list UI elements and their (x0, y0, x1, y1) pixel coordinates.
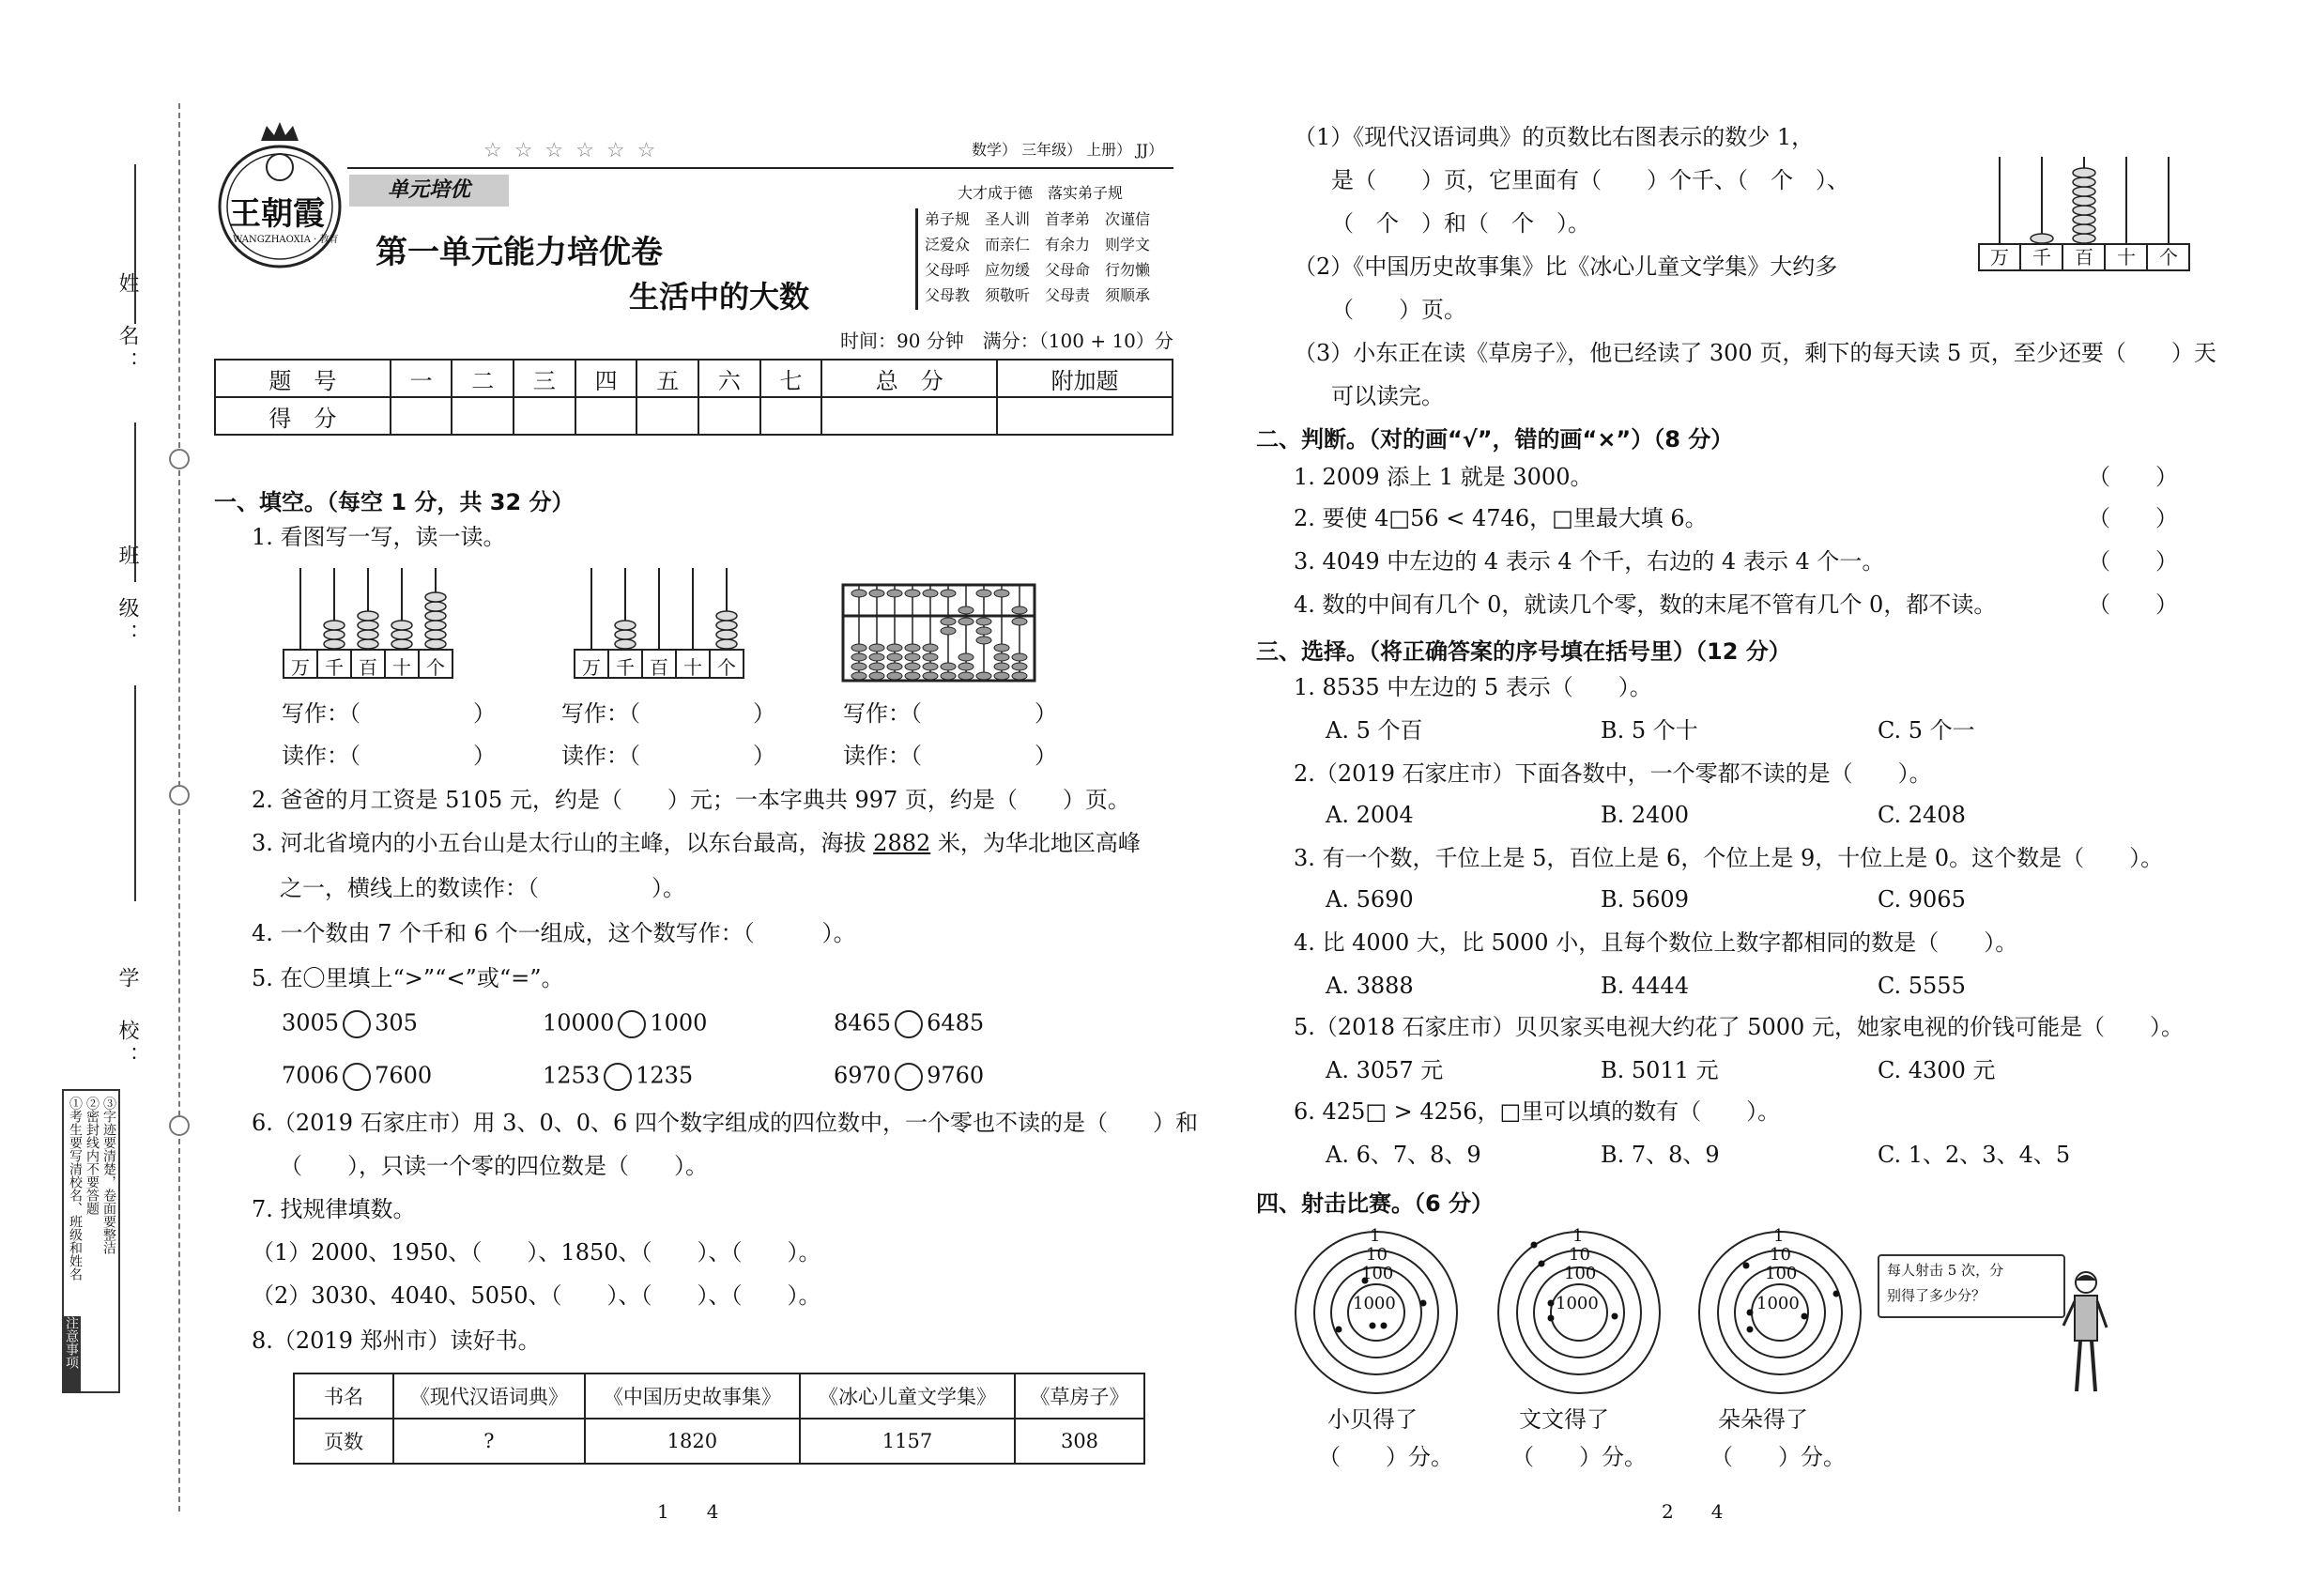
q8-sub-1: （1）《现代汉语词典》的页数比右图表示的数少 1， (1294, 124, 1815, 150)
target-ring-label: 10 (1569, 1245, 1590, 1265)
choice-option-a[interactable]: A. 5 个百 (1326, 717, 1423, 744)
q8-sub-1-line3: （ 个 ）和（ 个 ）。 (1331, 210, 1590, 237)
compare-item (834, 1010, 984, 1038)
books-pages-row (294, 1419, 1144, 1464)
judge-item: 1. 2009 添上 1 就是 3000。 (1294, 464, 1593, 490)
section-4-title: 四、射击比赛。（6 分） (1256, 1190, 1495, 1217)
speech-line: 每人射击 5 次，分 (1887, 1262, 2004, 1279)
speech-bubble (1878, 1254, 2065, 1318)
choice-option-c[interactable]: C. 2408 (1878, 802, 1966, 828)
q3-part-b: 米，为华北地区高峰 (937, 830, 1141, 856)
hole-mark (169, 785, 190, 806)
q7-sub-2: （2）3030、4040、5050、（ ）、（ ）、（ ）。 (252, 1282, 821, 1309)
abacus-label: 十 (2117, 246, 2136, 269)
brand-name: 王朝霞 (229, 195, 325, 233)
q1-text: 1. 看图写一写，读一读。 (252, 524, 506, 550)
compare-left: 6970 (834, 1062, 892, 1089)
brand-logo (214, 120, 345, 280)
suanpan-abacus (840, 582, 1037, 683)
read-answer[interactable]: 读作：（ ） (282, 743, 496, 769)
score-cell: 六 (698, 360, 760, 397)
target-ring-label: 100 (1564, 1264, 1597, 1283)
abacus-label: 千 (2032, 246, 2051, 269)
choice-question: 5.（2018 石家庄市）贝贝家买电视大约花了 5000 元，她家电视的价钱可能是（ ）。 (1294, 1014, 2184, 1040)
score-answer[interactable]: （ ）分。 (1511, 1444, 1647, 1470)
notice-1: ①考生要写清校名、班级和姓名 (68, 1097, 83, 1281)
books-cell: 《冰心儿童文学集》 (800, 1373, 1015, 1419)
compare-right: 7600 (375, 1062, 433, 1089)
score-cell: 三 (514, 360, 575, 397)
rule-line: 弟子规 圣人训 首孝弟 次谨信 (925, 210, 1151, 228)
choice-option-b[interactable]: B. 5011 元 (1601, 1057, 1719, 1083)
motto: 大才成于德 落实弟子规 (958, 184, 1124, 202)
compare-item (543, 1063, 693, 1091)
judge-answer[interactable]: （ ） (2088, 505, 2178, 531)
books-cell: 《中国历史故事集》 (585, 1373, 800, 1419)
binding-line (178, 103, 180, 1512)
choice-question: 4. 比 4000 大，比 5000 小，且每个数位上数字都相同的数是（ ）。 (1294, 929, 2018, 956)
exam-meta: 数学） 三年级） 上册） JJ） (972, 141, 1164, 159)
judge-item: 3. 4049 中左边的 4 表示 4 个千，右边的 4 表示 4 个一。 (1294, 548, 1885, 575)
compare-item (834, 1063, 984, 1091)
abacus-label: 万 (582, 656, 601, 679)
score-name: 小贝得了 (1327, 1406, 1418, 1433)
choice-option-a[interactable]: A. 3057 元 (1326, 1057, 1444, 1083)
compare-circle[interactable] (343, 1010, 371, 1038)
choice-option-b[interactable]: B. 5609 (1601, 886, 1689, 913)
q8-sub-3: （3）小东正在读《草房子》，他已经读了 300 页，剩下的每天读 5 页，至少还要（ ）天 (1294, 340, 2216, 366)
target-ring-label: 1000 (1556, 1294, 1599, 1313)
compare-item (282, 1063, 432, 1091)
abacus-label: 千 (325, 656, 344, 679)
compare-left: 3005 (282, 1009, 340, 1036)
choice-option-c[interactable]: C. 1、2、3、4、5 (1878, 1142, 2071, 1168)
target-ring-label: 1 (1572, 1226, 1584, 1246)
notice-box (62, 1089, 120, 1393)
q3-number: 2882 (873, 830, 931, 856)
q3-text-cont: 之一，横线上的数读作：（ ）。 (280, 875, 685, 901)
choice-question: 2.（2019 石家庄市）下面各数中，一个零都不读的是（ ）。 (1294, 760, 1932, 787)
hole-mark (169, 449, 190, 469)
judge-item: 2. 要使 4□56 < 4746，□里最大填 6。 (1294, 505, 1708, 531)
abacus-label: 十 (392, 656, 411, 679)
score-input[interactable] (636, 397, 698, 435)
q8-sub-2: （2）《中国历史故事集》比《冰心儿童文学集》大约多 (1294, 253, 1838, 280)
target-ring-label: 10 (1770, 1245, 1791, 1265)
target-ring-label: 1000 (1353, 1294, 1396, 1313)
compare-item (282, 1010, 418, 1038)
score-cell: 附加题 (997, 360, 1173, 397)
q6-text-cont: （ ），只读一个零的四位数是（ ）。 (280, 1153, 708, 1179)
target-ring-label: 1 (1370, 1226, 1381, 1246)
q8-sub-3-line2: 可以读完。 (1331, 383, 1444, 409)
compare-right: 9760 (927, 1062, 985, 1089)
compare-left: 10000 (543, 1009, 615, 1036)
score-input[interactable] (391, 397, 452, 435)
choice-question: 3. 有一个数，千位上是 5，百位上是 6，个位上是 9，十位上是 0。这个数是（ ）。 (1294, 845, 2164, 871)
unit-tag: 单元培优 (349, 175, 509, 207)
compare-circle[interactable] (618, 1010, 646, 1038)
page-number-right: 2 4 (1662, 1500, 1724, 1523)
score-value-row (215, 397, 1173, 435)
choice-option-a[interactable]: A. 6、7、8、9 (1326, 1142, 1481, 1168)
score-answer[interactable]: （ ）分。 (1318, 1444, 1453, 1470)
compare-left: 1253 (543, 1062, 601, 1089)
score-cell: 五 (636, 360, 698, 397)
q2-text: 2. 爸爸的月工资是 5105 元，约是（ ）元；一本字典共 997 页，约是（ ）页。 (252, 787, 1130, 813)
target-ring-label: 100 (1765, 1264, 1798, 1283)
compare-circle[interactable] (604, 1063, 632, 1091)
choice-question: 6. 425□ > 4256，□里可以填的数有（ ）。 (1294, 1098, 1781, 1125)
target-ring-label: 1 (1773, 1226, 1785, 1246)
time-info: 时间：90 分钟 满分：（100 + 10）分 (840, 330, 1173, 352)
books-cell: 书名 (294, 1373, 393, 1419)
books-cell: 1157 (800, 1419, 1015, 1464)
q4-text: 4. 一个数由 7 个千和 6 个一组成，这个数写作：（ ）。 (252, 920, 856, 946)
compare-right: 1000 (650, 1009, 708, 1036)
compare-right: 1235 (636, 1062, 694, 1089)
q3-text (252, 832, 1141, 854)
q5-text: 5. 在〇里填上“>”“<”或“=”。 (252, 965, 564, 991)
score-cell: 四 (575, 360, 637, 397)
score-input[interactable] (514, 397, 575, 435)
abacus-label: 百 (2075, 246, 2093, 269)
q8-text: 8.（2019 郑州市）读好书。 (252, 1327, 541, 1354)
score-input[interactable] (997, 397, 1173, 435)
books-cell: 308 (1015, 1419, 1144, 1464)
target-ring-label: 100 (1361, 1264, 1394, 1283)
choice-option-c[interactable]: C. 5 个一 (1878, 717, 1975, 744)
compare-left: 7006 (282, 1062, 340, 1089)
notice-label: 注意事项 (64, 1316, 81, 1391)
score-cell: 七 (760, 360, 822, 397)
choice-question: 1. 8535 中左边的 5 表示（ ）。 (1294, 674, 1652, 700)
write-answer[interactable]: 写作：（ ） (843, 700, 1057, 727)
choice-option-c[interactable]: C. 9065 (1878, 886, 1966, 913)
choice-option-b[interactable]: B. 4444 (1601, 973, 1689, 999)
choice-option-b[interactable]: B. 7、8、9 (1601, 1142, 1720, 1168)
score-input[interactable] (575, 397, 637, 435)
judge-answer[interactable]: （ ） (2088, 464, 2178, 490)
compare-right: 6485 (927, 1009, 985, 1036)
books-cell: 《草房子》 (1015, 1373, 1144, 1419)
abacus-label: 千 (616, 656, 635, 679)
rating-stars: ☆ ☆ ☆ ☆ ☆ ☆ (483, 139, 659, 162)
notice-3: ③字迹要清楚，卷面要整洁 (101, 1097, 116, 1254)
judge-item: 4. 数的中间有几个 0，就读几个零，数的末尾不管有几个 0，都不读。 (1294, 591, 1997, 618)
score-name: 文文得了 (1519, 1406, 1609, 1433)
hole-mark (169, 1115, 190, 1136)
score-header-row (215, 360, 1173, 397)
rules-bar (915, 208, 918, 310)
abacus-label: 百 (650, 656, 668, 679)
judge-answer[interactable]: （ ） (2088, 591, 2178, 618)
write-answer[interactable]: 写作：（ ） (561, 700, 775, 727)
target-ring-label: 1000 (1756, 1294, 1800, 1313)
compare-circle[interactable] (343, 1063, 371, 1091)
target-ring-label: 10 (1366, 1245, 1388, 1265)
score-input[interactable] (698, 397, 760, 435)
name-label: 姓 名： (115, 272, 139, 377)
choice-option-c[interactable]: C. 5555 (1878, 973, 1966, 999)
abacus-label: 十 (683, 656, 702, 679)
score-cell: 总 分 (821, 360, 997, 397)
score-cell: 得 分 (215, 397, 391, 435)
q8-sub-1-line2: 是（ ）页，它里面有（ ）个千、（ 个 ）、 (1331, 167, 1849, 193)
choice-option-a[interactable]: A. 5690 (1326, 886, 1414, 913)
score-answer[interactable]: （ ）分。 (1710, 1444, 1846, 1470)
score-name: 朵朵得了 (1718, 1406, 1808, 1433)
abacus-label: 万 (291, 656, 310, 679)
q6-text: 6.（2019 石家庄市）用 3、0、0、6 四个数字组成的四位数中，一个零也不读的是（ ）和 (252, 1110, 1198, 1136)
rule-line: 泛爱众 而亲仁 有余力 则学文 (925, 236, 1151, 253)
q3-part-a: 3. 河北省境内的小五台山是太行山的主峰，以东台最高，海拔 (252, 830, 866, 856)
books-header-row (294, 1373, 1144, 1419)
choice-option-b[interactable]: B. 5 个十 (1601, 717, 1698, 744)
page-number-left: 1 4 (657, 1500, 719, 1523)
q7-sub-1: （1）2000、1950、（ ）、1850、（ ）、（ ）。 (252, 1239, 821, 1266)
score-input[interactable] (760, 397, 822, 435)
header-rule (347, 167, 1173, 169)
score-table (214, 359, 1173, 436)
score-cell: 一 (391, 360, 452, 397)
choice-option-a[interactable]: A. 2004 (1326, 802, 1414, 828)
abacus-label: 个 (2159, 246, 2178, 269)
section-3-title: 三、选择。（将正确答案的序号填在括号里）（12 分） (1256, 638, 1791, 665)
abacus-label: 个 (717, 656, 736, 679)
score-input[interactable] (821, 397, 997, 435)
choice-option-c[interactable]: C. 4300 元 (1878, 1057, 1996, 1083)
read-answer[interactable]: 读作：（ ） (843, 743, 1057, 769)
choice-option-a[interactable]: A. 3888 (1326, 973, 1414, 999)
compare-left: 8465 (834, 1009, 892, 1036)
books-cell: ? (393, 1419, 585, 1464)
speech-line: 别得了多少分？ (1887, 1287, 1986, 1304)
teacher-figure-icon (2058, 1269, 2114, 1401)
brand-seal-text: WANGZHAOXIA · 教育 (233, 235, 339, 245)
notice-2: ②密封线内不要答题 (84, 1097, 100, 1215)
rule-line: 父母教 须敬听 父母责 须顺承 (925, 286, 1151, 304)
page-title: 第一单元能力培优卷 (376, 234, 663, 271)
score-cell: 题 号 (215, 360, 391, 397)
q8-sub-2-line2: （ ）页。 (1331, 297, 1466, 323)
section-1-title: 一、填空。（每空 1 分，共 32 分） (214, 489, 575, 515)
class-label: 班 级： (115, 545, 139, 650)
compare-circle[interactable] (895, 1063, 923, 1091)
read-answer[interactable]: 读作：（ ） (561, 743, 775, 769)
compare-right: 305 (375, 1009, 418, 1036)
q7-text: 7. 找规律填数。 (252, 1196, 416, 1222)
write-answer[interactable]: 写作：（ ） (282, 700, 496, 727)
abacus-label: 个 (426, 656, 445, 679)
books-cell: 《现代汉语词典》 (393, 1373, 585, 1419)
section-2-title: 二、判断。（对的画“√”，错的画“×”）（8 分） (1256, 426, 1734, 453)
score-cell: 二 (452, 360, 514, 397)
choice-option-b[interactable]: B. 2400 (1601, 802, 1689, 828)
score-input[interactable] (452, 397, 514, 435)
books-cell: 1820 (585, 1419, 800, 1464)
books-table (293, 1373, 1145, 1465)
school-line (134, 685, 136, 901)
abacus-label: 万 (1990, 246, 2009, 269)
school-label: 学 校： (115, 967, 139, 1072)
page-subtitle: 生活中的大数 (629, 279, 810, 315)
abacus-label: 百 (359, 656, 377, 679)
compare-circle[interactable] (895, 1010, 923, 1038)
compare-item (543, 1010, 707, 1038)
rule-line: 父母呼 应勿缓 父母命 行勿懒 (925, 261, 1151, 279)
books-cell: 页数 (294, 1419, 393, 1464)
judge-answer[interactable]: （ ） (2088, 548, 2178, 575)
